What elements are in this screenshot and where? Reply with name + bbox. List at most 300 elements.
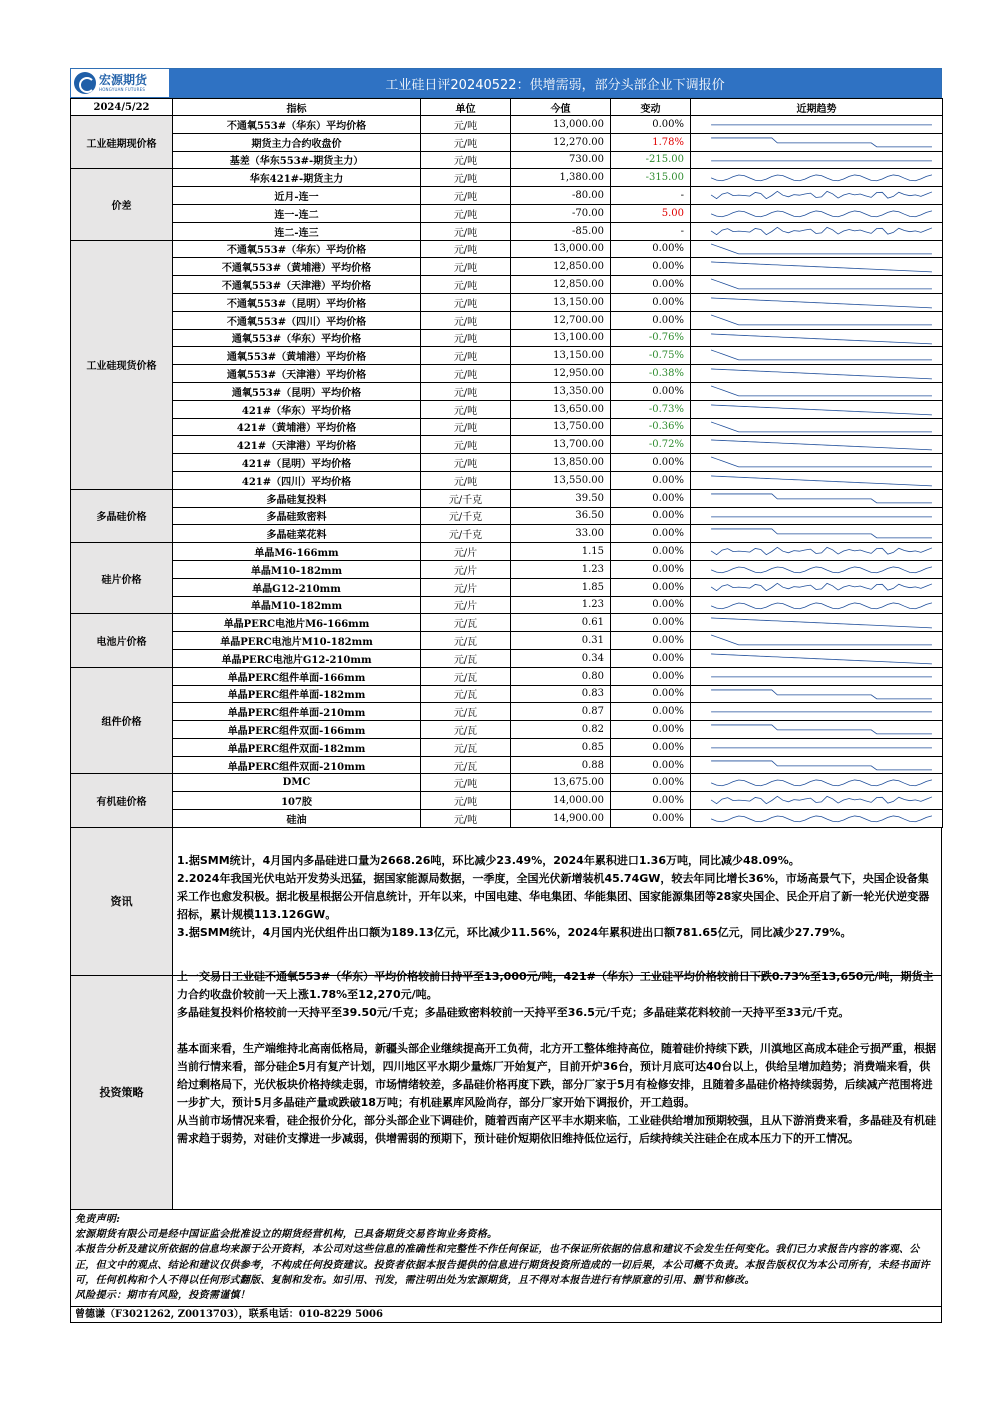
indicator-name: DMC	[173, 774, 421, 792]
header-indicator: 指标	[173, 99, 421, 116]
indicator-name: 不通氧553#（昆明）平均价格	[173, 293, 421, 311]
change-cell: 0.00%	[611, 703, 691, 721]
unit-cell: 元/瓦	[421, 685, 511, 703]
change-cell: -	[611, 187, 691, 205]
table-row	[71, 365, 943, 383]
indicator-name: 421#（昆明）平均价格	[173, 454, 421, 472]
sparkline-path	[711, 192, 932, 199]
sparkline-path	[711, 405, 932, 415]
company-logo	[71, 69, 169, 97]
value-cell: -80.00	[511, 187, 611, 205]
value-cell: 36.50	[511, 507, 611, 525]
price-table	[70, 98, 943, 828]
sparkline-cell	[691, 222, 943, 240]
unit-cell: 元/吨	[421, 187, 511, 205]
sparkline-cell	[691, 311, 943, 329]
sparkline	[691, 686, 942, 703]
value-cell: 730.00	[511, 151, 611, 169]
change-cell: 0.00%	[611, 116, 691, 134]
change-cell: 0.00%	[611, 792, 691, 810]
value-cell: 1.85	[511, 578, 611, 596]
change-cell: 0.00%	[611, 649, 691, 667]
table-row	[71, 774, 943, 792]
value-cell: 1.15	[511, 543, 611, 561]
unit-cell: 元/吨	[421, 792, 511, 810]
indicator-name: 单晶PERC电池片M6-166mm	[173, 614, 421, 632]
sparkline-path	[711, 780, 932, 786]
header-unit: 单位	[421, 99, 511, 116]
sparkline-path	[711, 654, 932, 664]
change-cell: 0.00%	[611, 276, 691, 294]
indicator-name: 421#（黄埔港）平均价格	[173, 418, 421, 436]
disclaimer-line: 宏源期货有限公司是经中国证监会批准设立的期货经营机构，已具备期货交易咨询业务资格。	[75, 1229, 498, 1241]
unit-cell: 元/吨	[421, 382, 511, 400]
unit-cell: 元/片	[421, 578, 511, 596]
unit-cell: 元/片	[421, 596, 511, 614]
value-cell: 0.31	[511, 632, 611, 650]
table-row	[71, 792, 943, 810]
sparkline-path	[711, 761, 932, 770]
indicator-name: 近月-连一	[173, 187, 421, 205]
value-cell: 12,270.00	[511, 133, 611, 151]
strategy-paragraph: 上一交易日工业硅不通氧553#（华东）平均价格较前日持平至13,000元/吨，421#（华东）工业硅平均价格较前日下跌0.73%至13,650元/吨，期货主力合约收盘价较前一天上涨1.78%至12,270元/吨。	[177, 969, 934, 1001]
indicator-name: 单晶PERC组件单面-166mm	[173, 667, 421, 685]
sparkline-cell	[691, 187, 943, 205]
strategy-body	[173, 966, 941, 1209]
value-cell: 1,380.00	[511, 169, 611, 187]
sparkline-cell	[691, 489, 943, 507]
sparkline-path	[711, 457, 932, 467]
change-cell: 0.00%	[611, 471, 691, 489]
sparkline	[691, 365, 942, 382]
value-cell: 12,700.00	[511, 311, 611, 329]
unit-cell: 元/吨	[421, 133, 511, 151]
strategy-label: 投资策略	[71, 976, 173, 1209]
report-page	[70, 68, 942, 1323]
change-cell: 0.00%	[611, 667, 691, 685]
sparkline	[691, 774, 942, 791]
change-cell: -0.38%	[611, 365, 691, 383]
sparkline-cell	[691, 276, 943, 294]
sparkline-path	[711, 369, 932, 379]
strategy-paragraph: 从当前市场情况来看，硅企报价分化，部分头部企业下调硅价，随着西南产区平丰水期来临，工业硅供给增加预期较强，且从下游消费来看，多晶硅及有机硅需求趋于弱势，对硅价支撑进一步减弱，供增需弱的预期下，预计硅价短期依旧维持低位运行，后续持续关注硅企在成本压力下的开工情况。	[177, 1113, 936, 1145]
sparkline-cell	[691, 810, 943, 828]
table-row	[71, 258, 943, 276]
indicator-name: 基差（华东553#-期货主力）	[173, 151, 421, 169]
unit-cell: 元/吨	[421, 454, 511, 472]
unit-cell: 元/吨	[421, 810, 511, 828]
sparkline-path	[711, 440, 932, 450]
unit-cell: 元/吨	[421, 293, 511, 311]
value-cell: 13,000.00	[511, 116, 611, 134]
sparkline-cell	[691, 685, 943, 703]
change-cell: -0.76%	[611, 329, 691, 347]
sparkline-cell	[691, 578, 943, 596]
indicator-name: 多晶硅复投料	[173, 489, 421, 507]
indicator-name: 通氧553#（昆明）平均价格	[173, 382, 421, 400]
table-row	[71, 169, 943, 187]
indicator-name: 连一-连二	[173, 204, 421, 222]
sparkline-cell	[691, 240, 943, 258]
table-row	[71, 311, 943, 329]
sparkline-path	[711, 567, 932, 573]
sparkline-cell	[691, 400, 943, 418]
sparkline-cell	[691, 596, 943, 614]
change-cell: 0.00%	[611, 560, 691, 578]
unit-cell: 元/瓦	[421, 703, 511, 721]
table-row	[71, 578, 943, 596]
table-row	[71, 471, 943, 489]
indicator-name: 421#（天津港）平均价格	[173, 436, 421, 454]
change-cell: 0.00%	[611, 382, 691, 400]
indicator-name: 单晶M10-182mm	[173, 596, 421, 614]
sparkline	[691, 632, 942, 649]
value-cell: 13,350.00	[511, 382, 611, 400]
sparkline-cell	[691, 543, 943, 561]
sparkline-cell	[691, 614, 943, 632]
value-cell: 13,150.00	[511, 293, 611, 311]
sparkline	[691, 383, 942, 400]
change-cell: 0.00%	[611, 311, 691, 329]
table-row	[71, 347, 943, 365]
unit-cell: 元/瓦	[421, 614, 511, 632]
sparkline-cell	[691, 365, 943, 383]
unit-cell: 元/吨	[421, 151, 511, 169]
value-cell: 13,550.00	[511, 471, 611, 489]
unit-cell: 元/瓦	[421, 632, 511, 650]
sparkline-path	[711, 689, 932, 698]
table-row	[71, 489, 943, 507]
unit-cell: 元/瓦	[421, 756, 511, 774]
sparkline	[691, 472, 942, 489]
unit-cell: 元/吨	[421, 347, 511, 365]
table-row	[71, 418, 943, 436]
sparkline	[691, 116, 942, 133]
table-row	[71, 596, 943, 614]
change-cell: -	[611, 222, 691, 240]
sparkline	[691, 294, 942, 311]
unit-cell: 元/吨	[421, 400, 511, 418]
value-cell: 13,150.00	[511, 347, 611, 365]
category-label: 有机硅价格	[71, 774, 173, 827]
indicator-name: 单晶PERC组件单面-210mm	[173, 703, 421, 721]
indicator-name: 通氧553#（华东）平均价格	[173, 329, 421, 347]
sparkline-path	[711, 334, 932, 344]
sparkline-cell	[691, 436, 943, 454]
value-cell: 12,850.00	[511, 258, 611, 276]
category-label: 工业硅现货价格	[71, 240, 173, 489]
sparkline	[691, 419, 942, 436]
change-cell: 0.00%	[611, 721, 691, 739]
value-cell: 12,850.00	[511, 276, 611, 294]
logo-en: HONGYUAN FUTURES	[99, 87, 146, 92]
unit-cell: 元/瓦	[421, 738, 511, 756]
value-cell: 0.82	[511, 721, 611, 739]
sparkline-cell	[691, 382, 943, 400]
table-row	[71, 614, 943, 632]
unit-cell: 元/瓦	[421, 667, 511, 685]
table-row	[71, 685, 943, 703]
category-label: 硅片价格	[71, 543, 173, 614]
indicator-name: 单晶PERC组件双面-210mm	[173, 756, 421, 774]
table-row	[71, 222, 943, 240]
sparkline	[691, 187, 942, 204]
news-item: 1.据SMM统计，4月国内多晶硅进口量为2668.26吨，环比减少23.49%，2024年累积进口1.36万吨，同比减少48.09%。	[177, 853, 800, 867]
sparkline-cell	[691, 721, 943, 739]
change-cell: 0.00%	[611, 596, 691, 614]
table-row	[71, 543, 943, 561]
sparkline-path	[711, 298, 932, 308]
sparkline-path	[711, 315, 932, 325]
change-cell: -0.73%	[611, 400, 691, 418]
indicator-name: 不通氧553#（天津港）平均价格	[173, 276, 421, 294]
change-cell: 0.00%	[611, 240, 691, 258]
indicator-name: 单晶PERC组件单面-182mm	[173, 685, 421, 703]
value-cell: 0.34	[511, 649, 611, 667]
change-cell: -315.00	[611, 169, 691, 187]
sparkline	[691, 436, 942, 453]
header-change: 变动	[611, 99, 691, 116]
indicator-name: 单晶PERC电池片M10-182mm	[173, 632, 421, 650]
category-label: 工业硅期现价格	[71, 116, 173, 169]
disclaimer-title: 免责声明:	[75, 1213, 121, 1225]
table-row	[71, 400, 943, 418]
disclaimer-line: 风险提示：期市有风险，投资需谨慎！	[75, 1290, 251, 1302]
unit-cell: 元/吨	[421, 240, 511, 258]
sparkline-cell	[691, 151, 943, 169]
change-cell: 0.00%	[611, 454, 691, 472]
table-row	[71, 240, 943, 258]
sparkline	[691, 525, 942, 542]
sparkline	[691, 579, 942, 596]
sparkline-path	[711, 618, 932, 628]
indicator-name: 单晶PERC电池片G12-210mm	[173, 649, 421, 667]
sparkline	[691, 490, 942, 507]
sparkline-cell	[691, 649, 943, 667]
sparkline-cell	[691, 454, 943, 472]
table-row	[71, 810, 943, 828]
sparkline	[691, 614, 942, 631]
table-row	[71, 738, 943, 756]
indicator-name: 421#（华东）平均价格	[173, 400, 421, 418]
sparkline	[691, 134, 942, 151]
value-cell: 0.61	[511, 614, 611, 632]
sparkline	[691, 703, 942, 720]
sparkline-cell	[691, 525, 943, 543]
table-row	[71, 560, 943, 578]
unit-cell: 元/千克	[421, 507, 511, 525]
unit-cell: 元/千克	[421, 489, 511, 507]
value-cell: 39.50	[511, 489, 611, 507]
value-cell: 0.85	[511, 738, 611, 756]
sparkline-cell	[691, 703, 943, 721]
sparkline	[691, 721, 942, 738]
sparkline-path	[711, 583, 932, 590]
table-header-row	[71, 99, 943, 116]
sparkline-path	[711, 227, 932, 234]
sparkline-cell	[691, 792, 943, 810]
indicator-name: 期货主力合约收盘价	[173, 133, 421, 151]
report-title: 工业硅日评20240522：供增需弱，部分头部企业下调报价	[169, 69, 941, 97]
sparkline-cell	[691, 507, 943, 525]
sparkline	[691, 650, 942, 667]
table-row	[71, 133, 943, 151]
unit-cell: 元/吨	[421, 365, 511, 383]
change-cell: 0.00%	[611, 489, 691, 507]
sparkline-cell	[691, 774, 943, 792]
unit-cell: 元/吨	[421, 204, 511, 222]
change-cell: 0.00%	[611, 632, 691, 650]
sparkline	[691, 810, 942, 827]
sparkline-cell	[691, 471, 943, 489]
sparkline	[691, 347, 942, 364]
unit-cell: 元/吨	[421, 258, 511, 276]
sparkline-path	[711, 386, 932, 396]
change-cell: -0.72%	[611, 436, 691, 454]
unit-cell: 元/吨	[421, 276, 511, 294]
sparkline-path	[711, 635, 932, 645]
news-item: 3.据SMM统计，4月国内光伏组件出口额为189.13亿元，环比减少11.56%，2024年累积进出口额781.65亿元，同比减少27.79%。	[177, 925, 852, 939]
sparkline-path	[711, 529, 932, 538]
sparkline-cell	[691, 133, 943, 151]
table-row	[71, 454, 943, 472]
unit-cell: 元/吨	[421, 222, 511, 240]
change-cell: 0.00%	[611, 578, 691, 596]
sparkline-path	[711, 244, 932, 254]
value-cell: 1.23	[511, 560, 611, 578]
indicator-name: 单晶M6-166mm	[173, 543, 421, 561]
disclaimer	[70, 1210, 942, 1307]
table-row	[71, 436, 943, 454]
value-cell: 0.88	[511, 756, 611, 774]
unit-cell: 元/吨	[421, 471, 511, 489]
sparkline	[691, 241, 942, 258]
table-row	[71, 525, 943, 543]
sparkline-cell	[691, 667, 943, 685]
sparkline	[691, 152, 942, 169]
value-cell: 0.80	[511, 667, 611, 685]
change-cell: 0.00%	[611, 738, 691, 756]
sparkline	[691, 792, 942, 809]
table-row	[71, 667, 943, 685]
table-row	[71, 632, 943, 650]
unit-cell: 元/吨	[421, 418, 511, 436]
sparkline-cell	[691, 632, 943, 650]
sparkline-cell	[691, 418, 943, 436]
table-row	[71, 276, 943, 294]
table-row	[71, 204, 943, 222]
sparkline-cell	[691, 204, 943, 222]
table-row	[71, 721, 943, 739]
unit-cell: 元/片	[421, 560, 511, 578]
header-value: 今值	[511, 99, 611, 116]
sparkline-cell	[691, 347, 943, 365]
unit-cell: 元/吨	[421, 116, 511, 134]
sparkline-path	[711, 211, 932, 217]
value-cell: 33.00	[511, 525, 611, 543]
indicator-name: 通氧553#（黄埔港）平均价格	[173, 347, 421, 365]
change-cell: 0.00%	[611, 293, 691, 311]
sparkline-cell	[691, 738, 943, 756]
header-date: 2024/5/22	[71, 99, 173, 116]
unit-cell: 元/吨	[421, 311, 511, 329]
indicator-name: 华东421#-期货主力	[173, 169, 421, 187]
change-cell: -0.75%	[611, 347, 691, 365]
table-row	[71, 151, 943, 169]
sparkline-cell	[691, 258, 943, 276]
category-label: 价差	[71, 169, 173, 240]
sparkline	[691, 258, 942, 275]
logo-cn: 宏源期货	[99, 73, 148, 87]
change-cell: 0.00%	[611, 756, 691, 774]
sparkline-path	[711, 422, 932, 432]
sparkline-path	[711, 138, 932, 147]
table-row	[71, 116, 943, 134]
table-row	[71, 507, 943, 525]
indicator-name: 通氧553#（天津港）平均价格	[173, 365, 421, 383]
value-cell: 13,000.00	[511, 240, 611, 258]
change-cell: 0.00%	[611, 810, 691, 828]
contact-info: 曾德谦（F3021262, Z0013703），联系电话：010-8229 5006	[70, 1307, 942, 1323]
unit-cell: 元/瓦	[421, 721, 511, 739]
sparkline	[691, 668, 942, 685]
indicator-name: 单晶PERC组件双面-166mm	[173, 721, 421, 739]
value-cell: 14,900.00	[511, 810, 611, 828]
disclaimer-line: 本报告分析及建议所依据的信息均来源于公开资料，本公司对这些信息的准确性和完整性不作任何保证，也不保证所依据的信息和建议不会发生任何变化。我们已力求报告内容的客观、公正，但文中的观点、结论和建议仅供参考，不构成任何投资建议。投资者依据本报告提供的信息进行期货投资所造成的一切后果，本公司概不负责。本报告版权仅为本公司所有，未经书面许可，任何机构和个人不得以任何形式翻版、复制和发布。如引用、刊发，需注明出处为宏源期货，且不得对本报告进行有悖原意的引用、删节和修改。	[75, 1244, 930, 1287]
table-row	[71, 649, 943, 667]
sparkline	[691, 597, 942, 614]
sparkline	[691, 561, 942, 578]
sparkline	[691, 223, 942, 240]
table-row	[71, 756, 943, 774]
unit-cell: 元/吨	[421, 774, 511, 792]
unit-cell: 元/千克	[421, 525, 511, 543]
logo-mark-icon	[74, 72, 96, 94]
change-cell: -215.00	[611, 151, 691, 169]
indicator-name: 不通氧553#（华东）平均价格	[173, 116, 421, 134]
change-cell: 0.00%	[611, 525, 691, 543]
news-item: 2.2024年我国光伏电站开发势头迅猛，据国家能源局数据，一季度，全国光伏新增装机45.74GW，较去年同比增长36%，市场高景气下，央国企设备集采工作也愈发积极。据北极星根据公开信息统计，开年以来，中国电建、华电集团、华能集团、国家能源集团等28家央国企、民企开启了新一轮光伏逆变器招标，累计规模113.126GW。	[177, 871, 930, 921]
change-cell: 0.00%	[611, 774, 691, 792]
sparkline-path	[711, 350, 932, 360]
sparkline	[691, 312, 942, 329]
strategy-section	[70, 969, 942, 1210]
category-label: 电池片价格	[71, 614, 173, 667]
sparkline-path	[711, 602, 932, 608]
sparkline-path	[711, 797, 932, 804]
value-cell: 1.23	[511, 596, 611, 614]
sparkline-cell	[691, 329, 943, 347]
change-cell: 0.00%	[611, 543, 691, 561]
value-cell: 13,650.00	[511, 400, 611, 418]
sparkline-path	[711, 279, 932, 289]
sparkline	[691, 276, 942, 293]
sparkline-path	[711, 175, 932, 181]
indicator-name: 多晶硅菜花料	[173, 525, 421, 543]
value-cell: 12,950.00	[511, 365, 611, 383]
indicator-name: 单晶PERC组件双面-182mm	[173, 738, 421, 756]
table-row	[71, 382, 943, 400]
unit-cell: 元/片	[421, 543, 511, 561]
value-cell: 0.87	[511, 703, 611, 721]
sparkline	[691, 508, 942, 525]
unit-cell: 元/吨	[421, 329, 511, 347]
strategy-paragraph: 基本面来看，生产端维持北高南低格局，新疆头部企业继续提高开工负荷，北方开工整体维持高位，随着硅价持续下跌，川滇地区高成本硅企亏损严重，根据当前行情来看，部分硅企5月有复产计划，四川地区平水期少量炼厂开始复产，目前开炉36台，预计月底可达40台以上，供给呈增加趋势；消费端来看，供给过剩格局下，光伏板块价格持续走弱，市场情绪较差，多晶硅价格再度下跌，部分厂家于5月有检修安排，且随着多晶硅价格持续弱势，后续减产范围将进一步扩大，预计5月多晶硅产量或跌破18万吨；有机硅累库风险尚存，部分厂家开始下调报价，开工趋弱。	[177, 1041, 936, 1109]
sparkline	[691, 205, 942, 222]
sparkline-path	[711, 547, 932, 554]
indicator-name: 连二-连三	[173, 222, 421, 240]
value-cell: -85.00	[511, 222, 611, 240]
